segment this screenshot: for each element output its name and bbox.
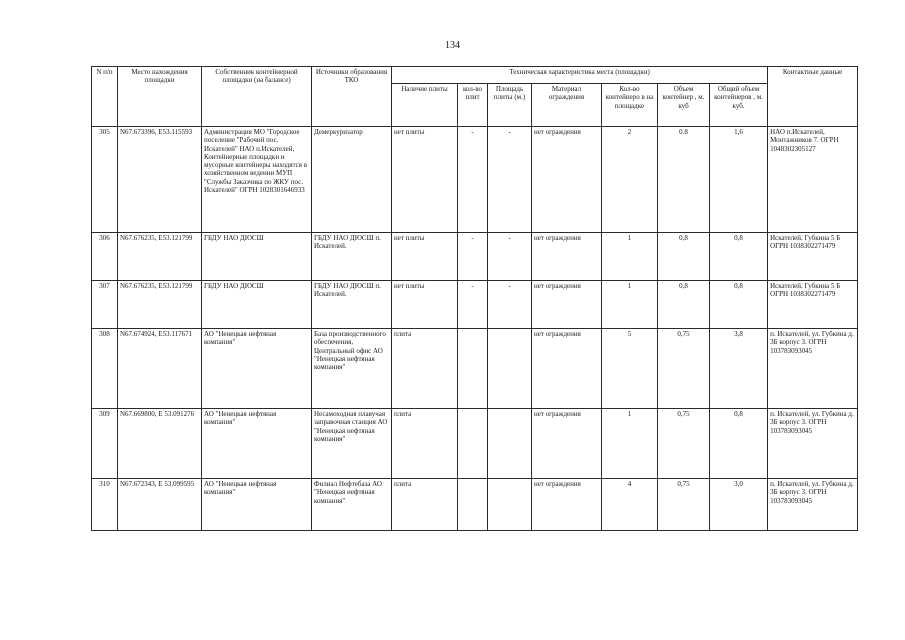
cell-contacts: Искателей. Губкина 5 Б ОГРН 1038302271479	[768, 281, 858, 329]
cell-container-count: 1	[602, 233, 658, 281]
cell-plates: нет плиты	[392, 233, 458, 281]
header-owner: Собственник контейнерной площадки (на балансе)	[202, 67, 312, 127]
header-tech: Техническая характеристика места (площадки)	[392, 67, 768, 84]
cell-container-volume: 0,8	[658, 233, 710, 281]
header-location: Место нахождения площадки	[118, 67, 202, 127]
cell-plate-area: -	[488, 281, 532, 329]
cell-fence-material: нет ограждения	[532, 409, 602, 479]
cell-plate-area: -	[488, 127, 532, 233]
table-row	[92, 281, 858, 329]
cell-num: 307	[92, 281, 118, 329]
cell-container-count: 1	[602, 409, 658, 479]
cell-sources: Демеркуризатор	[312, 127, 392, 233]
cell-plates: плита	[392, 479, 458, 531]
cell-plates: нет плиты	[392, 127, 458, 233]
header-num: N п/п	[92, 67, 118, 127]
cell-num: 306	[92, 233, 118, 281]
cell-plate-area: -	[488, 233, 532, 281]
header-plates: Наличие плиты	[392, 84, 458, 127]
cell-owner: АО "Ненецкая нефтяная компания"	[202, 409, 312, 479]
cell-plate-count: -	[458, 233, 488, 281]
cell-owner: ГБДУ НАО ДЮСШ	[202, 233, 312, 281]
cell-fence-material: нет ограждения	[532, 127, 602, 233]
cell-num: 309	[92, 409, 118, 479]
cell-fence-material: нет ограждения	[532, 281, 602, 329]
cell-container-volume: 0,75	[658, 479, 710, 531]
header-container-volume: Объем контейнер , м. куб	[658, 84, 710, 127]
cell-fence-material: нет ограждения	[532, 329, 602, 409]
cell-sources: Филиал Нефтебаза АО "Ненецкая нефтяная компания"	[312, 479, 392, 531]
cell-container-volume: 0,75	[658, 409, 710, 479]
page-number: 134	[445, 40, 460, 51]
header-sources: Источники образования ТКО	[312, 67, 392, 127]
cell-sources: ГБДУ НАО ДЮСШ п. Искателей.	[312, 281, 392, 329]
cell-plate-count: -	[458, 281, 488, 329]
cell-total-volume: 1,6	[710, 127, 768, 233]
cell-owner: АО "Ненецкая нефтяная компания"	[202, 329, 312, 409]
cell-plate-area	[488, 479, 532, 531]
table-row	[92, 127, 858, 233]
cell-plate-count: -	[458, 127, 488, 233]
cell-plates: нет плиты	[392, 281, 458, 329]
cell-num: 310	[92, 479, 118, 531]
cell-location: N67.676235, E53.121799	[118, 281, 202, 329]
cell-location: N67.673396, E53.115593	[118, 127, 202, 233]
cell-fence-material: нет ограждения	[532, 233, 602, 281]
table-row	[92, 409, 858, 479]
cell-plates: плита	[392, 409, 458, 479]
cell-container-volume: 0,75	[658, 329, 710, 409]
cell-location: N67.676235, E53.121799	[118, 233, 202, 281]
cell-plate-count	[458, 479, 488, 531]
cell-location: N67.669800, E 53.091276	[118, 409, 202, 479]
cell-location: N67.674924, E53.117671	[118, 329, 202, 409]
cell-total-volume: 3,0	[710, 479, 768, 531]
header-total-volume: Общий объем контейнеров , м. куб.	[710, 84, 768, 127]
cell-sources: Несамоходная плавучая заправочная станция АО "Ненецкая нефтяная компания"	[312, 409, 392, 479]
cell-total-volume: 0,8	[710, 233, 768, 281]
table-row	[92, 479, 858, 531]
cell-contacts: п. Искателей, ул. Губкина д. 3Б корпус 3. ОГРН 103783093045	[768, 479, 858, 531]
table-row	[92, 329, 858, 409]
cell-plate-area	[488, 329, 532, 409]
header-plate-area: Площадь плиты (м.)	[488, 84, 532, 127]
cell-num: 308	[92, 329, 118, 409]
cell-plate-count	[458, 409, 488, 479]
cell-container-count: 1	[602, 281, 658, 329]
cell-plates: плита	[392, 329, 458, 409]
header-plate-count: кол-во плит	[458, 84, 488, 127]
header-contacts: Контактные данные	[768, 67, 858, 127]
cell-container-count: 2	[602, 127, 658, 233]
container-sites-table	[91, 66, 858, 531]
cell-container-count: 4	[602, 479, 658, 531]
header-fence-material: Материал ограждения	[532, 84, 602, 127]
cell-owner: Администрация МО "Городское поселение "Рабочий пос. Искателей" НАО п.Искателей, Контейнерные площадки и мусорные контейнеры находятся в хозяйственном ведении МУП "Службы Заказчика по ЖКУ пос. Искателей" ОГРН 1028301646933	[202, 127, 312, 233]
header-container-count: Кол-во контейнеро в на площадке	[602, 84, 658, 127]
cell-sources: База производственного обеспечения, Центральный офис АО "Ненецкая нефтяная компания"	[312, 329, 392, 409]
cell-sources: ГБДУ НАО ДЮСШ п. Искателей.	[312, 233, 392, 281]
cell-container-volume: 0.8	[658, 127, 710, 233]
table-row	[92, 233, 858, 281]
cell-owner: АО "Ненецкая нефтяная компания"	[202, 479, 312, 531]
cell-container-count: 5	[602, 329, 658, 409]
cell-plate-count	[458, 329, 488, 409]
cell-plate-area	[488, 409, 532, 479]
cell-total-volume: 0,8	[710, 409, 768, 479]
cell-owner: ГБДУ НАО ДЮСШ	[202, 281, 312, 329]
cell-num: 305	[92, 127, 118, 233]
cell-container-volume: 0,8	[658, 281, 710, 329]
cell-contacts: п. Искателей, ул. Губкина д. 3Б корпус 3. ОГРН 103783093045	[768, 409, 858, 479]
cell-total-volume: 3,8	[710, 329, 768, 409]
cell-contacts: п. Искателей, ул. Губкина д. 3Б корпус 3. ОГРН 103783093045	[768, 329, 858, 409]
cell-fence-material: нет ограждения	[532, 479, 602, 531]
cell-total-volume: 0,8	[710, 281, 768, 329]
cell-contacts: НАО п.Искателей, Монтажников 7. ОГРН 1048302305127	[768, 127, 858, 233]
cell-contacts: Искателей. Губкина 5 Б ОГРН 1038302271479	[768, 233, 858, 281]
cell-location: N67.672343, E 53.099595	[118, 479, 202, 531]
